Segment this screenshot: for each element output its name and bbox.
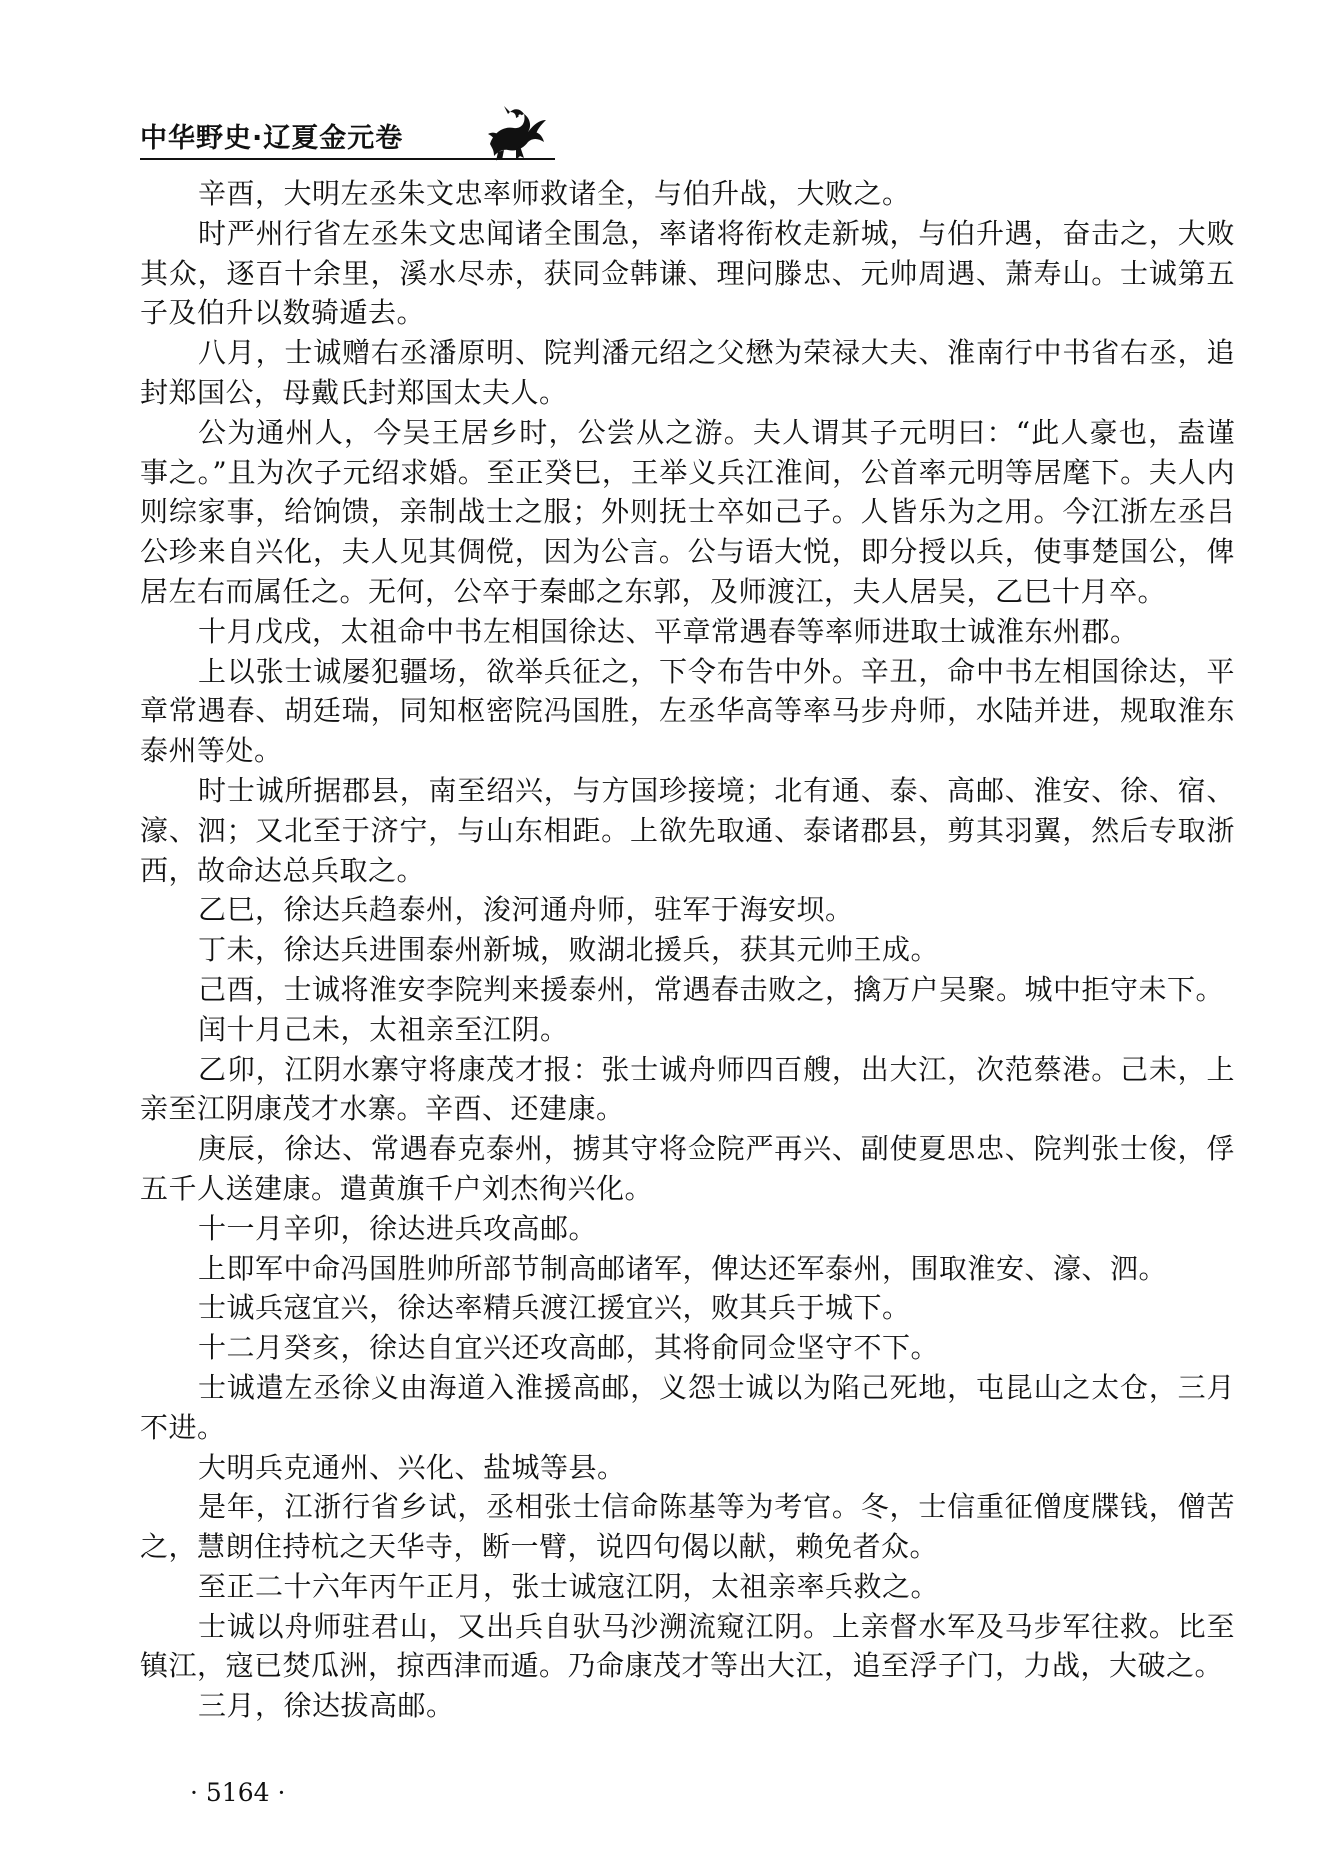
- paragraph: 大明兵克通州、兴化、盐城等县。: [198, 1450, 626, 1484]
- paragraph: 闰十月己未，太祖亲至江阴。: [198, 1012, 569, 1046]
- paragraph: 丁未，徐达兵进围泰州新城，败湖北援兵，获其元帅王成。: [198, 933, 940, 967]
- paragraph: 辛酉，大明左丞朱文忠率师救诸全，与伯升战，大败之。: [198, 177, 911, 210]
- dragon-icon: [480, 102, 550, 162]
- header-title: 中华野史·辽夏金元卷: [140, 123, 404, 154]
- paragraph: 三月，徐达拔高邮。: [198, 1689, 455, 1723]
- paragraph: 是年，江浙行省乡试，丞相张士信命陈基等为考官。冬，士信重征僧度牒钱，僧苦之，慧朗住持杭之天华寺，断一臂，说四句偈以献，赖免者众。: [140, 1490, 1235, 1564]
- paragraph: 时严州行省左丞朱文忠闻诸全围急，率诸将衔枚走新城，与伯升遇，奋击之，大败其众，逐百十余里，溪水尽赤，获同佥韩谦、理问滕忠、元帅周遇、萧寿山。士诚第五子及伯升以数骑遁去。: [140, 216, 1235, 330]
- body-text: [140, 174, 1235, 1726]
- paragraph: 乙卯，江阴水寨守将康茂才报：张士诚舟师四百艘，出大江，次范蔡港。己未，上亲至江阴康茂才水寨。辛酉、还建康。: [140, 1052, 1235, 1126]
- page-number: · 5164 ·: [190, 1778, 286, 1807]
- paragraph: 己酉，士诚将淮安李院判来援泰州，常遇春击败之，擒万户吴聚。城中拒守未下。: [198, 972, 1225, 1006]
- paragraph: 十一月辛卯，徐达进兵攻高邮。: [198, 1211, 598, 1245]
- paragraph: 庚辰，徐达、常遇春克泰州，掳其守将佥院严再兴、副使夏思忠、院判张士俊，俘五千人送建康。遣黄旗千户刘杰徇兴化。: [140, 1132, 1235, 1205]
- paragraph: 公为通州人，今吴王居乡时，公尝从之游。夫人谓其子元明曰：“此人豪也，盍谨事之。”且为次子元绍求婚。至正癸巳，王举义兵江淮间，公首率元明等居麾下。夫人内则综家事，给饷馈，亲制战士之服；外则抚士卒如己子。人皆乐为之用。今江浙左丞吕公珍来自兴化，夫人见其倜傥，因为公言。公与语大悦，即分授以兵，使事楚国公，俾居左右而属任之。无何，公卒于秦邮之东郭，及师渡江，夫人居吴，乙巳十月卒。: [140, 415, 1235, 608]
- paragraph: 至正二十六年丙午正月，张士诚寇江阴，太祖亲率兵救之。: [198, 1569, 940, 1603]
- paragraph: 上以张士诚屡犯疆场，欲举兵征之，下令布告中外。辛丑，命中书左相国徐达，平章常遇春、胡廷瑞，同知枢密院冯国胜，左丞华高等率马步舟师，水陆并进，规取淮东泰州等处。: [140, 654, 1235, 768]
- running-header: [140, 108, 560, 160]
- paragraph: 士诚遣左丞徐义由海道入淮援高邮，义怨士诚以为陷己死地，屯昆山之太仓，三月不进。: [140, 1370, 1235, 1444]
- paragraph: 十月戊戌，太祖命中书左相国徐达、平章常遇春等率师进取士诚淮东州郡。: [198, 614, 1139, 648]
- paragraph: 士诚以舟师驻君山，又出兵自驮马沙溯流窥江阴。上亲督水军及马步军往救。比至镇江，寇已焚瓜洲，掠西津而遁。乃命康茂才等出大江，追至浮子门，力战，大破之。: [140, 1609, 1235, 1683]
- header-rule: [140, 158, 555, 160]
- paragraph: 士诚兵寇宜兴，徐达率精兵渡江援宜兴，败其兵于城下。: [198, 1291, 911, 1325]
- paragraph: 八月，士诚赠右丞潘原明、院判潘元绍之父懋为荣禄大夫、淮南行中书省右丞，追封郑国公，母戴氏封郑国太夫人。: [140, 336, 1235, 409]
- paragraph: 十二月癸亥，徐达自宜兴还攻高邮，其将俞同佥坚守不下。: [198, 1331, 940, 1365]
- paragraph: 时士诚所据郡县，南至绍兴，与方国珍接境；北有通、泰、高邮、淮安、徐、宿、濠、泗；又北至于济宁，与山东相距。上欲先取通、泰诸郡县，剪其羽翼，然后专取浙西，故命达总兵取之。: [140, 773, 1235, 887]
- paragraph: 乙巳，徐达兵趋泰州，浚河通舟师，驻军于海安坝。: [198, 893, 854, 927]
- paragraph: 上即军中命冯国胜帅所部节制高邮诸军，俾达还军泰州，围取淮安、濠、泗。: [198, 1251, 1168, 1285]
